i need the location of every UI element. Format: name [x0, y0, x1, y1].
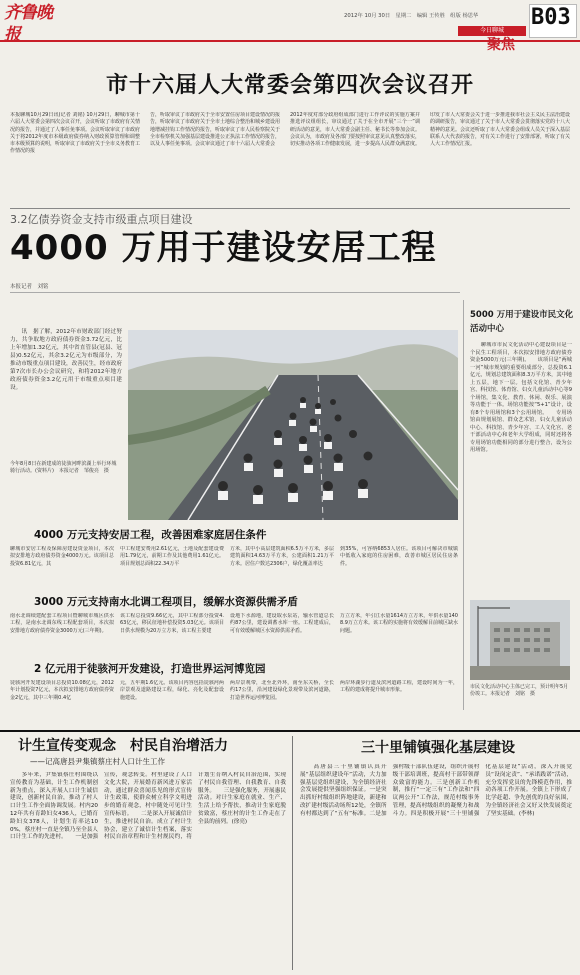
river-col-2: 元，五年期1.6亿元。该项目内容包括徒骇河两岸景观及道路建设工程，绿化、亮化及配套设施建设。	[120, 680, 224, 701]
sidebar-body: 聊城市市民文化活动中心建设项目是一个民生工程项目，本次拟安排地方政府债券资金5000万元(三年期)。 该项目是“两城一河”城市规划的重要组成部分，总投资6.1亿元，规划总建筑面积8.3万平方米，其中地上五层，地下一层。包括文化馆、青少年宫、科技馆、体育馆、妇女儿童活动中心等9个场馆，集文化、教育、休闲、娱乐、展演等功能于一体。场馆功能按“5+1”设计，设有8个专用场馆和3个公用场馆。 专用场馆由规划展馆、群众艺术馆、妇女儿童活动中心、科技馆、青少年宫、工人文化宫、老干部活动中心和老年大学组成，同时还将各专用场馆功能相同的部分进行整合，设为公用场馆。	[470, 342, 572, 453]
newspaper-logo: 齐鲁晚报	[4, 3, 52, 45]
page-number: B03	[531, 5, 571, 30]
water-col-3: 设地下水源地，建设取水泵站，输水管道总长约87公里，建设调蓄水库一座。工程建成后，可有效缓解城区水资源供需矛盾。	[230, 613, 334, 634]
story2-lead: 讯 据了解，2012年市财政部门经过努力，共争取地方政府债券资金3.72亿元，比上年增加1.32亿元，其中省直管县(冠县、冠县)0.52亿元，其余3.2亿元为市级部分，为推动市级重点项目建设，改善民生，经市政府第7次市长办公会议研究，和将2012年地方政府债券资金3.2亿元用于市级重点项目建设。	[10, 329, 122, 391]
sidebar-photo-caption: 市民文化活动中心主体已完工，预计明年5月份竣工。本报记者 刘铭 摄	[470, 684, 569, 697]
sidebar-headline: 5000 万用于建设市民文化活动中心	[470, 310, 574, 334]
story2-kicker: 3.2亿债券资金支持市级重点项目建设	[10, 213, 193, 226]
water-col-4: 万立方米，年引江水量1614万立方米，年供水量1408.9万立方米。该工程的实施将有效缓解目前城区缺水问题。	[340, 613, 458, 634]
section-name: 聚焦	[487, 37, 515, 53]
subhead-river: 2 亿元用于徒骇河开发建设，打造世界运河博览园	[34, 663, 266, 675]
housing-col-3: 方米，其中小高层建筑面积6.5万平方米，多层建筑面积14.63万平方米，公建面积1.21万平方米。居住户数达2306户，绿化覆盖率达	[230, 546, 334, 567]
water-col-1: 南水北调续建配套工程项目暨聊城市城区供水工程，是南水北调东线工程配套项目，本次拟安排地方政府债券资金3000万元(三年期)。	[10, 613, 114, 634]
subhead-housing: 4000 万元支持安居工程，改善困难家庭居住条件	[34, 529, 267, 541]
bottom-left-body: 多年来，尹集镇蔡庄村围绕以宣传教育为基础，计生工作机制创新为重点，深入开展人口计生诚信建设，创新村民自治，推动了村人口计生工作全面协调发展。村内2012年共有育龄妇女436人，已婚育龄妇女378人，计划生育率达100%，蔡庄村一直是全镇乃至全县人口计生工作的先进村。 一是加强宣传，观念转变。村里建设了人口文化大院，开展婚育新风进万家活动，通过群众喜闻乐见的形式宣传计生政策，使群众树立科学文明进步的婚育观念，村中随处可见计生宣传标语。 二是深入开展诚信计生，推进村民自治。成立了村计生协会，建立了诚信计生档案，落实村民自治章程和计生村规民约，将计划生育纳入村民自治范围，实现了村民自我管理、自我教育、自我服务。 三是强化服务，开展惠民活动。对计生家庭在就业、生产、生活上给予帮扶，推动计生家庭脱贫致富，蔡庄村的计生工作走在了全县的前列。(徐亮)	[10, 772, 286, 841]
bottom-right-body: 高唐县三十里铺镇认真开展“基层组织建设年”活动，大力加强基层党组织建设，为全镇经济社会发展提供坚强组织保证。一是突出抓好村级组织阵地建设，新建和改扩建村级活动场所12处，全镇所有村都达到了“五有”标准。二是加强村级干部队伍建设，组织开展村级干部培训班，提高村干部带领群众致富的能力。三是创新工作机制，推行“一定三有”工作法和“四议两公开”工作法，规范村级事务管理，提高村级组织的凝聚力和战斗力。四是积极开展“三十里铺强化基层建设”活动，深入开展党员“设岗定责”、“承诺践诺”活动，充分发挥党员的先锋模范作用，推动各项工作开展。全镇上下形成了比学赶超、争先创优的良好氛围，为全镇经济社会又好又快发展奠定了坚实基础。(李林)	[300, 764, 572, 817]
story-divider	[10, 208, 570, 209]
dateline: 2012年 10月 30日 星期二 编辑 王传胜 组版 杨思华	[344, 13, 479, 19]
sidebar-divider	[463, 300, 464, 710]
water-col-2: 该工程总投资9.66亿元，其中工程部分投资4.63亿元，移民征地补偿投资5.03亿元。该项目日供水规模为20万立方米，该工程主要建	[120, 613, 224, 634]
housing-col-1: 聊城市安居工程及保障房建设资金项目，本次拟安排地方政府债券资金4000万元。该项目总投资6.81亿元，其	[10, 546, 114, 567]
housing-col-4: 到35%，可容纳6853人居住。该项目可解决市城镇中低收入家庭的住房困难，改善市城区居民住房条件。	[340, 546, 458, 567]
river-col-1: 徒骇河开发建设项目总投资10.08亿元，2012年计划投资7亿元，本次拟安排地方政府债券资金2亿元，其中三年期0.4亿	[10, 680, 114, 701]
story2-byline: 本报记者 刘铭	[10, 284, 49, 290]
river-col-3: 两岸景观带，北至北外环，南至东关桥，全长约17公里，沿河建设绿化景观带及滨河道路，打造世界运河博览园。	[230, 680, 334, 701]
river-col-4: 两岸环湖步行道及滨河道路工程，建设时间为一年，工程的建成将提升城市形象。	[340, 680, 458, 694]
story1-column-1: 本报聊城10月29日讯(记者 刘铭) 10月29日，聊城市第十六届人大常委会第四次会议召开，会议听取了市政府有关情况的报告，并通过了人事任免事项。会议听取审议了市政府关于将2012年度市本级政府债券纳入财政预算管理和调整市本级预算的说明，听取审议了市政府关于全市义务教育工作情况的报	[10, 112, 140, 155]
subhead-water: 3000 万元支持南水北调工程项目，缓解水资源供需矛盾	[34, 596, 298, 608]
photo-caption: 今年8月8日在新建成的徒骇河畔滨湖上举行环城骑行活动。(资料片) 本报记者 邹俊亮 摄	[10, 461, 117, 474]
story2-headline: 4000 万用于建设安居工程	[10, 228, 437, 268]
bottom-left-headline: 计生宣传变观念 村民自治增活力	[18, 738, 228, 754]
culture-center-photo	[470, 600, 570, 680]
story1-headline: 市十六届人大常委会第四次会议召开	[105, 73, 474, 98]
bottom-right-headline: 三十里铺镇强化基层建设	[361, 740, 515, 756]
bottom-left-subheadline: ——记高唐县尹集镇蔡庄村人口计生工作	[30, 757, 165, 766]
cycling-photo	[128, 330, 458, 520]
housing-col-2: 中工程建安费用2.61亿元，土地及配套建设费用1.79亿元，前期工作及其他费用1.61亿元。项目规划总面积22.34万平	[120, 546, 224, 567]
story1-column-2: 告，听取审议了市政府关于全市安置住房项目建设情况的报告，听取审议了市政府关于全市土地综合整治和城乡建设用地增减挂钩工作情况的报告，听取审议了市人民检察院关于全市检察机关加强基层建设推进公正执法工作情况的报告，以及人事任免事项。会议审议通过了市十六届人大常委会	[150, 112, 280, 148]
divider	[10, 292, 460, 293]
bottom-divider	[292, 736, 293, 970]
story1-column-3: 2012年度对部分政府组成部门进行工作评议的实施方案并推选评议组组长，审议通过了关于在全市开展“三个一”调研活动的意见，市人大常委会副主任、秘书长等参加会议。会议认为，市政府及各部门要按照审议意见认真整改落实，切实推动各项工作健康发展，进一步提高人民群众满意度。	[290, 112, 420, 148]
section-tab: 今日聊城	[458, 26, 526, 36]
story1-column-4: 印发了市人大常委会关于进一步推进我市社会主义民主法治建设的调研报告，审议通过了关于市人大常委会贯彻落实党的十八大精神的意见。会议还听取了市人大常委会组成人员关于深入基层联系人大代表的报告，对有关工作进行了安排部署，听取了有关人大工作情况汇报。	[430, 112, 570, 148]
bottom-section-rule	[0, 730, 580, 732]
